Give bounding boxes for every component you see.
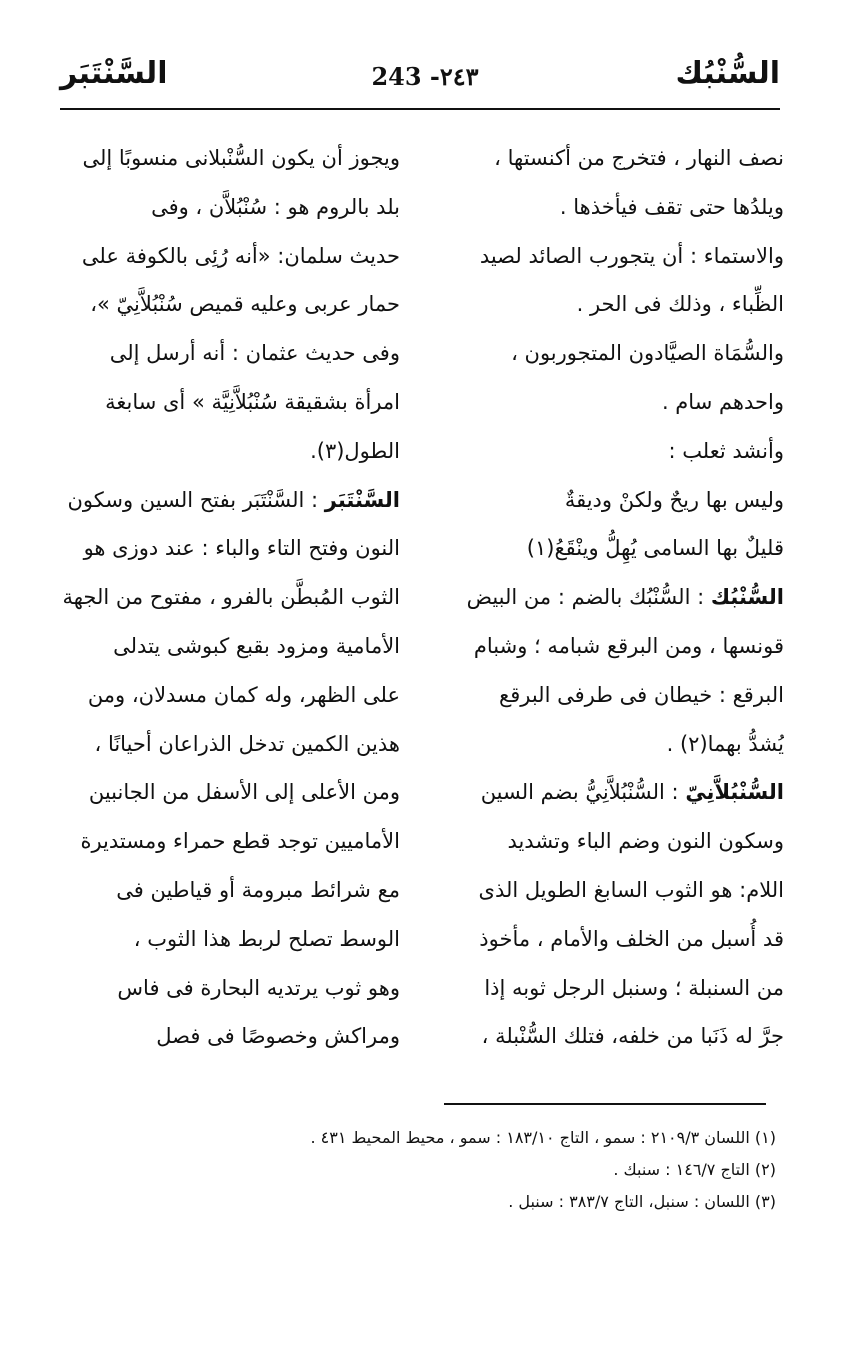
footnote-separator — [444, 1103, 766, 1105]
header-guide-word-left: السَّنْتَبَر — [60, 56, 168, 91]
text-line — [58, 232, 400, 281]
text-line — [58, 768, 400, 817]
line-text: حمار عربى وعليه قميص سُنْبُلاَّنِيّ »، — [90, 292, 400, 317]
line-text: ومن الأعلى إلى الأسفل من الجانبين — [88, 780, 400, 805]
line-text: النون وفتح التاء والباء : عند دوزى هو — [83, 536, 400, 561]
text-line — [58, 183, 400, 232]
line-text: : السُّنْبُك بالضم : من البيض — [466, 585, 711, 610]
text-line — [439, 476, 784, 525]
right-text-column — [439, 134, 784, 1061]
line-text: واحدهم سام . — [661, 389, 784, 414]
line-text: الأماميين توجد قطع حمراء ومستديرة — [80, 829, 400, 854]
text-line — [439, 720, 784, 769]
line-text: الطول(٣). — [310, 438, 400, 463]
text-line — [439, 280, 784, 329]
text-line — [439, 817, 784, 866]
line-text: اللام: هو الثوب السابغ الطويل الذى — [478, 877, 784, 902]
line-text: وسكون النون وضم الباء وتشديد — [507, 829, 784, 854]
entry-headword: السُّنْبُلاَّنِيّ — [685, 780, 784, 805]
line-text: الوسط تصلح لربط هذا الثوب ، — [133, 926, 400, 951]
line-text: الثوب المُبطَّن بالفرو ، مفتوح من الجهة — [62, 585, 400, 610]
line-text: من السنبلة ؛ وسنبل الرجل ثوبه إذا — [484, 975, 784, 1000]
text-line — [439, 427, 784, 476]
line-text: وأنشد ثعلب : — [668, 438, 784, 463]
footnote: (١) اللسان ٢١٠٩/٣ : سمو ، التاج ١٨٣/١٠ : سمو ، محيط المحيط ٤٣١ . — [310, 1128, 776, 1147]
text-line — [58, 817, 400, 866]
line-text: قليلٌ بها السامى يُهِلُّ وينْقَعُ(١) — [526, 536, 784, 561]
line-text: جرَّ له ذَنَبا من خلفه، فتلك السُّنْبلة ، — [481, 1024, 784, 1049]
text-line — [58, 329, 400, 378]
left-text-column — [58, 134, 400, 1061]
text-line — [439, 183, 784, 232]
text-line — [58, 915, 400, 964]
line-text: ومراكش وخصوصًا فى فصل — [156, 1024, 400, 1049]
text-line — [439, 573, 784, 622]
line-text: ويلدُها حتى تقف فيأخذها . — [559, 194, 784, 219]
text-line — [58, 280, 400, 329]
header-guide-word-right: السُّنْبُك — [675, 56, 780, 91]
footnote: (٣) اللسان : سنبل، التاج ٣٨٣/٧ : سنبل . — [508, 1192, 776, 1211]
text-line — [58, 427, 400, 476]
line-text: وفى حديث عثمان : أنه أرسل إلى — [109, 341, 400, 366]
line-text: والسُّمَاة الصيَّادون المتجوربون ، — [511, 341, 784, 366]
text-line — [439, 768, 784, 817]
text-line — [58, 622, 400, 671]
text-line — [439, 134, 784, 183]
footnotes — [156, 1122, 776, 1218]
line-text: والاستماء : أن يتجورب الصائد لصيد — [479, 243, 784, 268]
text-line — [439, 524, 784, 573]
text-line — [58, 378, 400, 427]
text-line — [439, 1012, 784, 1061]
line-text: الظِّباء ، وذلك فى الحر . — [576, 292, 784, 317]
text-line — [439, 964, 784, 1013]
text-line — [58, 866, 400, 915]
line-text: قونسها ، ومن البرقع شبامه ؛ وشبام — [473, 633, 784, 658]
line-text: قد أُسبل من الخلف والأمام ، مأخوذ — [479, 926, 784, 951]
line-text: يُشدُّ بهما(٢) . — [666, 731, 784, 756]
text-line — [58, 1012, 400, 1061]
line-text: : السُّنْبُلاَّنِيُّ بضم السين — [480, 780, 686, 805]
line-text: ويجوز أن يكون السُّنْبلانى منسوبًا إلى — [82, 146, 400, 170]
text-line — [58, 671, 400, 720]
text-line — [439, 329, 784, 378]
line-text: البرقع : خيطان فى طرفى البرقع — [499, 682, 784, 707]
entry-headword: السَّنْتَبَر — [324, 487, 400, 512]
header-rule — [60, 108, 780, 110]
text-line — [439, 232, 784, 281]
line-text: بلد بالروم هو : سُنْبُلاَّن ، وفى — [151, 194, 400, 219]
text-line — [439, 622, 784, 671]
line-text: امرأة بشقيقة سُنْبُلاَّنِيَّة » أى سابغة — [105, 389, 400, 414]
text-line — [439, 671, 784, 720]
line-text: وليس بها ريحٌ ولكنْ وديقةٌ — [564, 487, 784, 512]
text-line — [58, 720, 400, 769]
text-line — [439, 378, 784, 427]
text-line — [58, 573, 400, 622]
page-number: 243 -٢٤٣ — [371, 62, 479, 91]
text-line — [58, 134, 400, 183]
text-line — [439, 915, 784, 964]
line-text: نصف النهار ، فتخرج من أكنستها ، — [494, 146, 784, 170]
line-text: على الظهر، وله كمان مسدلان، ومن — [87, 682, 400, 707]
line-text: الأمامية ومزود بقبع كبوشى يتدلى — [113, 633, 400, 658]
entry-headword: السُّنْبُك — [710, 585, 784, 610]
text-line — [58, 524, 400, 573]
page-header — [60, 52, 780, 102]
line-text: مع شرائط مبرومة أو قياطين فى — [116, 877, 400, 902]
text-line — [58, 476, 400, 525]
line-text: : السَّنْتَبَر بفتح السين وسكون — [67, 487, 325, 512]
line-text: هذين الكمين تدخل الذراعان أحيانًا ، — [94, 731, 400, 756]
text-line — [58, 964, 400, 1013]
line-text: حديث سلمان: «أنه رُئِى بالكوفة على — [81, 243, 400, 268]
footnote: (٢) التاج ١٤٦/٧ : سنبك . — [613, 1160, 776, 1179]
text-line — [439, 866, 784, 915]
line-text: وهو ثوب يرتديه البحارة فى فاس — [117, 975, 400, 1000]
